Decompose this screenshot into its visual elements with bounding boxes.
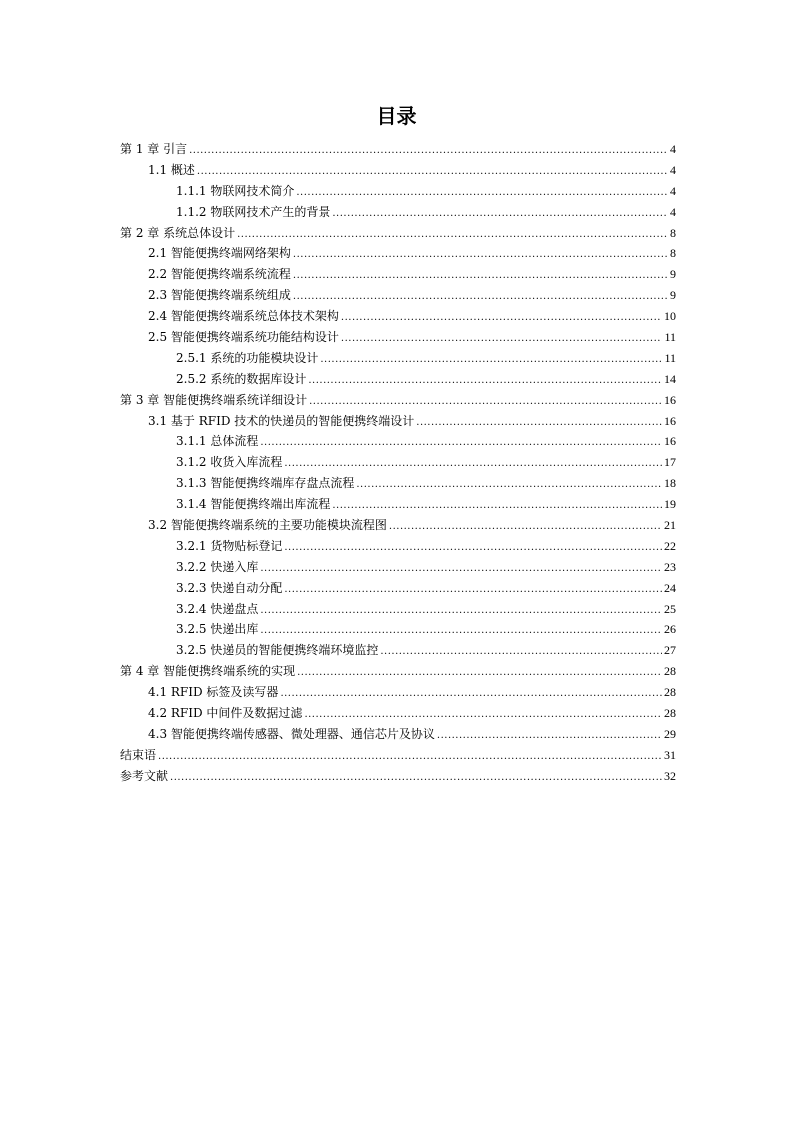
- toc-leader-dots: [309, 392, 662, 413]
- toc-leader-dots: [416, 413, 662, 434]
- toc-entry-page: 4: [670, 183, 676, 198]
- toc-leader-dots: [293, 245, 668, 266]
- toc-leader-dots: [197, 162, 668, 183]
- toc-entry[interactable]: [120, 661, 676, 682]
- toc-leader-dots: [260, 559, 662, 580]
- toc-leader-dots: [284, 538, 662, 559]
- toc-leader-dots: [158, 747, 662, 768]
- toc-entry[interactable]: [120, 599, 676, 620]
- toc-entry[interactable]: [120, 181, 676, 202]
- toc-entry-page: 16: [664, 434, 676, 449]
- toc-leader-dots: [284, 580, 662, 601]
- toc-leader-dots: [260, 621, 662, 642]
- toc-entry-page: 11: [664, 350, 676, 365]
- toc-leader-dots: [389, 517, 662, 538]
- toc-entry-label: 1.1.1 物联网技术简介: [176, 183, 295, 198]
- toc-entry-label: 3.2.1 货物贴标登记: [176, 538, 283, 553]
- toc-entry-page: 21: [664, 518, 676, 533]
- toc-entry[interactable]: [120, 745, 676, 766]
- toc-entry-page: 9: [670, 267, 676, 282]
- toc-entry-page: 27: [664, 643, 676, 658]
- toc-entry-label: 2.4 智能便携终端系统总体技术架构: [148, 309, 339, 324]
- toc-entry[interactable]: [120, 578, 676, 599]
- toc-leader-dots: [280, 684, 662, 705]
- toc-entry[interactable]: [120, 515, 676, 536]
- toc-entry[interactable]: [120, 452, 676, 473]
- toc-list: [120, 139, 676, 787]
- toc-entry-page: 22: [664, 538, 676, 553]
- toc-entry-page: 28: [664, 664, 676, 679]
- toc-entry-label: 1.1 概述: [148, 162, 195, 177]
- toc-leader-dots: [293, 287, 668, 308]
- toc-entry-label: 参考文献: [120, 768, 169, 783]
- toc-leader-dots: [170, 768, 662, 789]
- toc-entry-page: 8: [670, 225, 676, 240]
- toc-leader-dots: [341, 308, 662, 329]
- toc-leader-dots: [293, 266, 668, 287]
- toc-entry-label: 3.2.4 快递盘点: [176, 601, 259, 616]
- toc-entry-label: 结束语: [120, 747, 157, 762]
- toc-entry-label: 3.1 基于 RFID 技术的快递员的智能便携终端设计: [148, 413, 415, 428]
- toc-entry-label: 2.5 智能便携终端系统功能结构设计: [148, 330, 339, 345]
- toc-entry-label: 2.3 智能便携终端系统组成: [148, 288, 291, 303]
- toc-entry-page: 32: [664, 768, 676, 783]
- toc-entry-page: 9: [670, 288, 676, 303]
- toc-entry[interactable]: [120, 473, 676, 494]
- toc-entry[interactable]: [120, 431, 676, 452]
- toc-entry-label: 2.1 智能便携终端网络架构: [148, 246, 291, 261]
- toc-entry[interactable]: [120, 264, 676, 285]
- toc-entry-label: 2.5.1 系统的功能模块设计: [176, 350, 319, 365]
- toc-entry[interactable]: [120, 494, 676, 515]
- toc-entry-label: 第 2 章 系统总体设计: [120, 225, 236, 240]
- toc-entry-label: 3.1.2 收货入库流程: [176, 455, 283, 470]
- toc-leader-dots: [437, 726, 662, 747]
- toc-leader-dots: [380, 642, 662, 663]
- toc-entry-page: 29: [664, 726, 676, 741]
- toc-title: 目录: [376, 104, 417, 128]
- toc-entry-page: 11: [664, 330, 676, 345]
- toc-entry-page: 24: [664, 580, 676, 595]
- toc-entry-label: 4.1 RFID 标签及读写器: [148, 685, 279, 700]
- toc-entry[interactable]: [120, 766, 676, 787]
- toc-leader-dots: [284, 454, 662, 475]
- toc-entry-page: 17: [664, 455, 676, 470]
- toc-leader-dots: [332, 204, 668, 225]
- toc-entry-page: 26: [664, 622, 676, 637]
- toc-entry-label: 3.2.3 快递自动分配: [176, 580, 283, 595]
- toc-entry-label: 4.2 RFID 中间件及数据过滤: [148, 706, 303, 721]
- toc-entry[interactable]: [120, 348, 676, 369]
- toc-entry-label: 第 1 章 引言: [120, 142, 188, 156]
- toc-entry[interactable]: [120, 327, 676, 348]
- toc-entry[interactable]: [120, 160, 676, 181]
- toc-entry-page: 16: [664, 413, 676, 428]
- toc-entry[interactable]: [120, 369, 676, 390]
- toc-entry-page: 14: [664, 371, 676, 386]
- toc-entry[interactable]: [120, 390, 676, 411]
- toc-leader-dots: [237, 225, 668, 246]
- toc-entry-label: 1.1.2 物联网技术产生的背景: [176, 204, 331, 219]
- toc-leader-dots: [356, 475, 662, 496]
- toc-entry-label: 3.1.4 智能便携终端出库流程: [176, 497, 331, 512]
- toc-entry[interactable]: [120, 243, 676, 264]
- toc-entry-page: 8: [670, 246, 676, 261]
- toc-entry[interactable]: [120, 223, 676, 244]
- toc-leader-dots: [304, 705, 662, 726]
- toc-entry-label: 4.3 智能便携终端传感器、微处理器、通信芯片及协议: [148, 726, 435, 741]
- toc-entry-page: 4: [670, 162, 676, 177]
- toc-entry-label: 2.5.2 系统的数据库设计: [176, 371, 307, 386]
- toc-entry-page: 28: [664, 685, 676, 700]
- toc-entry-label: 3.2 智能便携终端系统的主要功能模块流程图: [148, 518, 387, 533]
- toc-entry[interactable]: [120, 536, 676, 557]
- toc-leader-dots: [189, 141, 668, 162]
- toc-entry-page: 18: [664, 476, 676, 491]
- toc-entry[interactable]: [120, 703, 676, 724]
- toc-entry-page: 10: [664, 309, 676, 324]
- toc-entry[interactable]: [120, 285, 676, 306]
- toc-entry-page: 31: [664, 747, 676, 762]
- toc-leader-dots: [297, 663, 662, 684]
- toc-entry-page: 23: [664, 559, 676, 574]
- toc-entry-label: 3.2.5 快递出库: [176, 622, 259, 637]
- toc-leader-dots: [260, 601, 662, 622]
- toc-entry[interactable]: [120, 557, 676, 578]
- toc-entry[interactable]: [120, 202, 676, 223]
- toc-entry[interactable]: [120, 724, 676, 745]
- toc-entry-label: 3.1.3 智能便携终端库存盘点流程: [176, 476, 355, 491]
- toc-entry-page: 25: [664, 601, 676, 616]
- toc-entry-page: 4: [670, 142, 676, 156]
- toc-leader-dots: [341, 329, 663, 350]
- toc-entry-label: 3.2.5 快递员的智能便携终端环境监控: [176, 643, 379, 658]
- toc-entry-label: 2.2 智能便携终端系统流程: [148, 267, 291, 282]
- toc-entry-label: 第 3 章 智能便携终端系统详细设计: [120, 392, 308, 407]
- toc-entry-page: 4: [670, 204, 676, 219]
- toc-entry-label: 3.2.2 快递入库: [176, 559, 259, 574]
- toc-entry[interactable]: [120, 139, 676, 160]
- toc-entry-page: 28: [664, 706, 676, 721]
- toc-entry[interactable]: [120, 682, 676, 703]
- toc-entry-label: 第 4 章 智能便携终端系统的实现: [120, 664, 296, 679]
- toc-entry-page: 19: [664, 497, 676, 512]
- toc-leader-dots: [260, 433, 662, 454]
- toc-entry[interactable]: [120, 306, 676, 327]
- toc-leader-dots: [296, 183, 668, 204]
- toc-entry[interactable]: [120, 619, 676, 640]
- toc-leader-dots: [308, 371, 662, 392]
- toc-entry-label: 3.1.1 总体流程: [176, 434, 259, 449]
- toc-entry[interactable]: [120, 411, 676, 432]
- toc-leader-dots: [320, 350, 662, 371]
- toc-entry[interactable]: [120, 640, 676, 661]
- toc-entry-page: 16: [664, 392, 676, 407]
- toc-leader-dots: [332, 496, 662, 517]
